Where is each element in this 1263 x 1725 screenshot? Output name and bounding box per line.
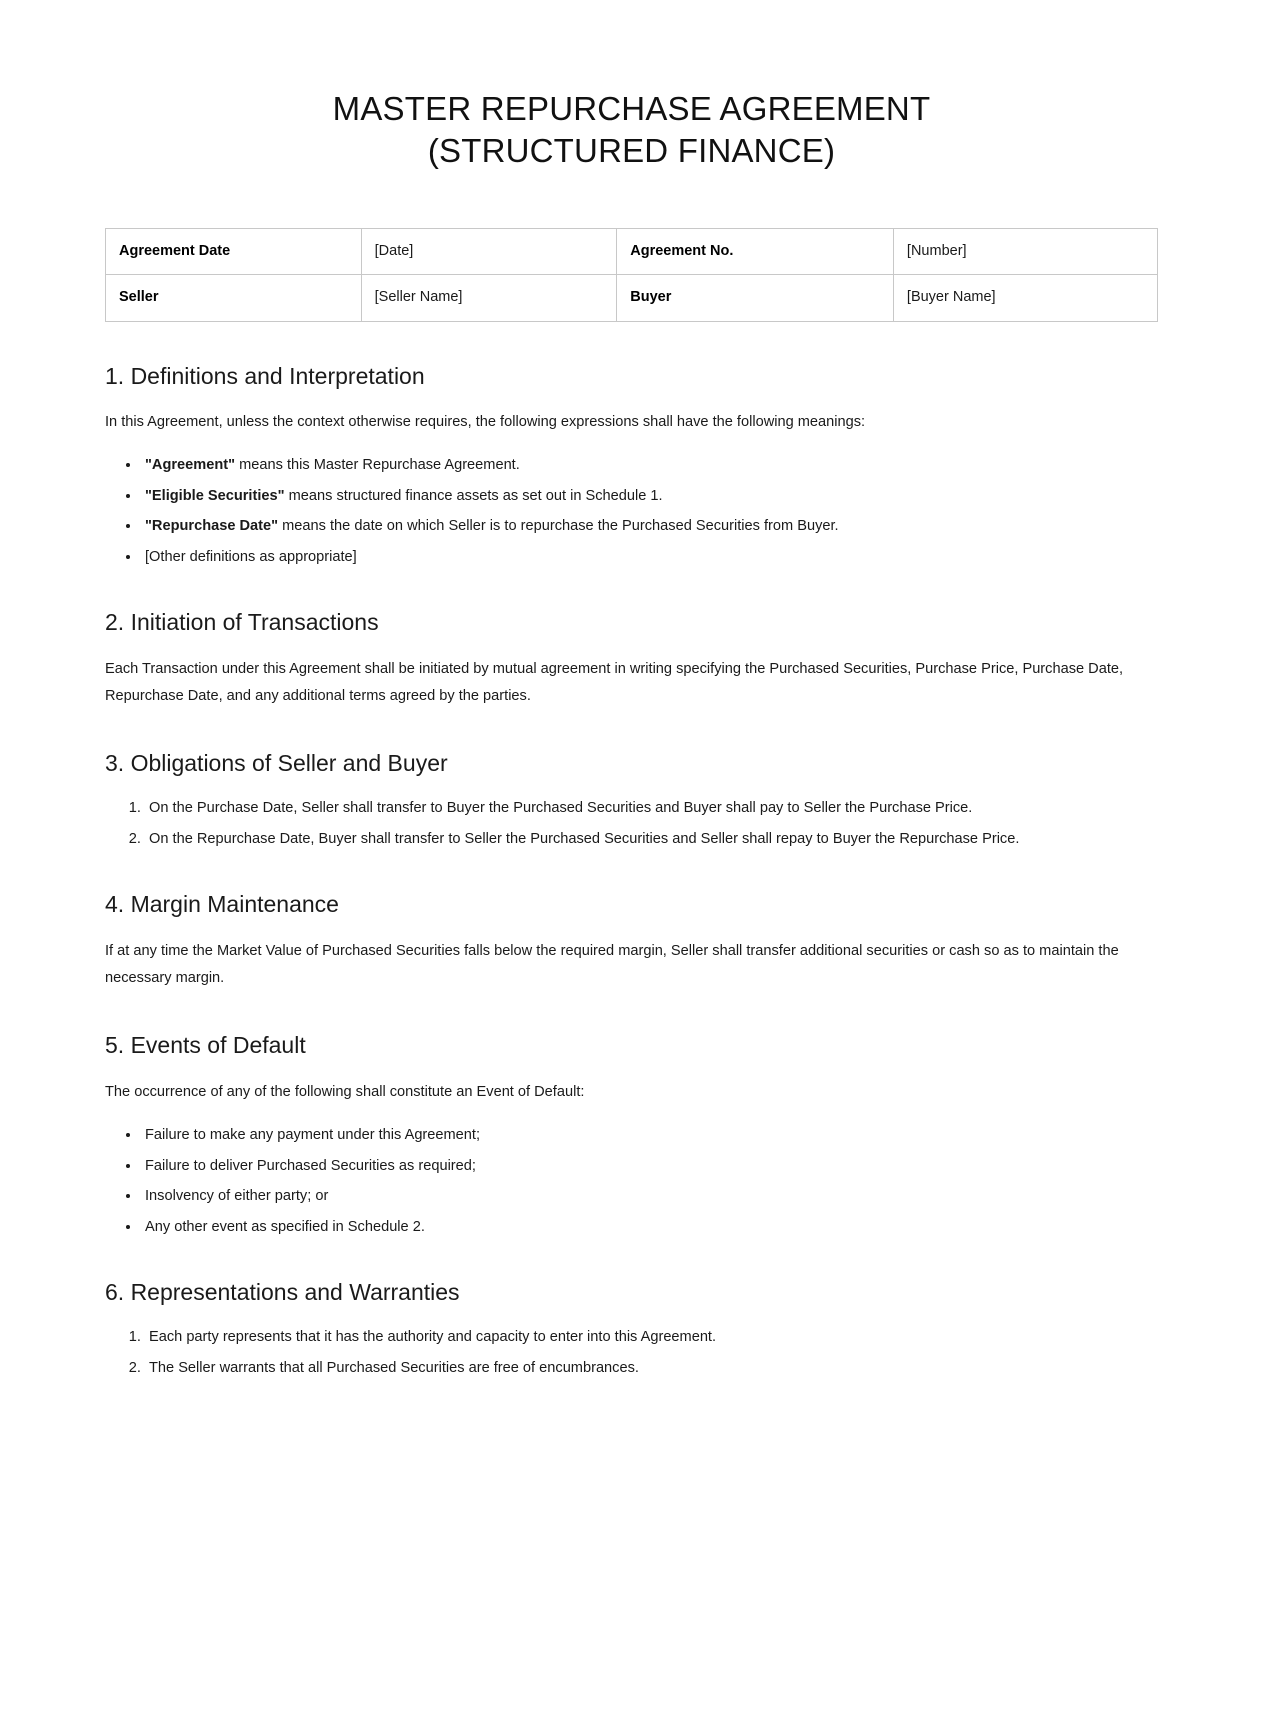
list-item xyxy=(141,454,1158,477)
buyer-value: [Buyer Name] xyxy=(893,275,1157,321)
list-item: • Any other event as specified in Schedule 2. xyxy=(141,1216,1158,1239)
section-5-intro: The occurrence of any of the following shall constitute an Event of Default: xyxy=(105,1084,585,1101)
section-heading-obligations: 3. Obligations of Seller and Buyer xyxy=(105,750,448,777)
section-heading-representations: 6. Representations and Warranties xyxy=(105,1279,460,1306)
list-item xyxy=(141,515,1158,538)
definition-text: means structured finance assets as set out in Schedule 1. xyxy=(284,487,663,504)
agreement-no-label: Agreement No. xyxy=(617,229,894,275)
agreement-date-value: [Date] xyxy=(361,229,617,275)
definition-text: means the date on which Seller is to repurchase the Purchased Securities from Buyer. xyxy=(278,518,839,535)
seller-value: [Seller Name] xyxy=(361,275,617,321)
definitions-list xyxy=(105,454,1158,568)
section-heading-initiation: 2. Initiation of Transactions xyxy=(105,609,379,636)
agreement-date-label: Agreement Date xyxy=(106,229,362,275)
table-row xyxy=(106,275,1158,321)
representations-list xyxy=(105,1326,1158,1379)
section-1-intro: In this Agreement, unless the context otherwise requires, the following expressions shall have the following meanings: xyxy=(105,414,866,431)
list-item: • Insolvency of either party; or xyxy=(141,1185,1158,1208)
section-heading-default: 5. Events of Default xyxy=(105,1032,306,1059)
table-row xyxy=(106,229,1158,275)
definition-text: means this Master Repurchase Agreement. xyxy=(235,456,520,473)
list-item: 2. The Seller warrants that all Purchased Securities are free of encumbrances. xyxy=(145,1357,1158,1380)
definition-text: [Other definitions as appropriate] xyxy=(145,548,357,565)
definition-term: "Repurchase Date" xyxy=(145,518,279,535)
agreement-no-value: [Number] xyxy=(893,229,1157,275)
page-title xyxy=(105,88,1158,172)
agreement-details-table xyxy=(105,228,1158,321)
obligations-list xyxy=(105,797,1158,850)
buyer-label: Buyer xyxy=(617,275,894,321)
events-of-default-list xyxy=(105,1124,1158,1238)
section-heading-definitions: 1. Definitions and Interpretation xyxy=(105,362,425,389)
seller-label: Seller xyxy=(106,275,362,321)
list-item: • Failure to deliver Purchased Securities as required; xyxy=(141,1155,1158,1178)
definition-term: "Agreement" xyxy=(145,456,236,473)
list-item xyxy=(141,546,1158,569)
section-2-paragraph: Each Transaction under this Agreement shall be initiated by mutual agreement in writing specifying the Purchased Securities, Purchase Price, Purchase Date, Repurchase Date, and any additional terms agreed by the parties. xyxy=(105,661,1124,704)
list-item: 2. On the Repurchase Date, Buyer shall transfer to Seller the Purchased Securities and Seller shall repay to Buyer the Repurchase Price. xyxy=(145,828,1158,851)
page-title-line-1: MASTER REPURCHASE AGREEMENT xyxy=(332,90,931,127)
list-item xyxy=(141,485,1158,508)
list-item: 1. Each party represents that it has the authority and capacity to enter into this Agreement. xyxy=(145,1326,1158,1349)
list-item: • Failure to make any payment under this Agreement; xyxy=(141,1124,1158,1147)
section-4-paragraph: If at any time the Market Value of Purchased Securities falls below the required margin, Seller shall transfer additional securities or cash so as to maintain the necessary margin. xyxy=(105,943,1119,986)
definition-term: "Eligible Securities" xyxy=(145,487,285,504)
list-item: 1. On the Purchase Date, Seller shall transfer to Buyer the Purchased Securities and Buyer shall pay to Seller the Purchase Price. xyxy=(145,797,1158,820)
page-title-line-2: (STRUCTURED FINANCE) xyxy=(427,132,836,170)
section-heading-margin: 4. Margin Maintenance xyxy=(105,891,339,918)
